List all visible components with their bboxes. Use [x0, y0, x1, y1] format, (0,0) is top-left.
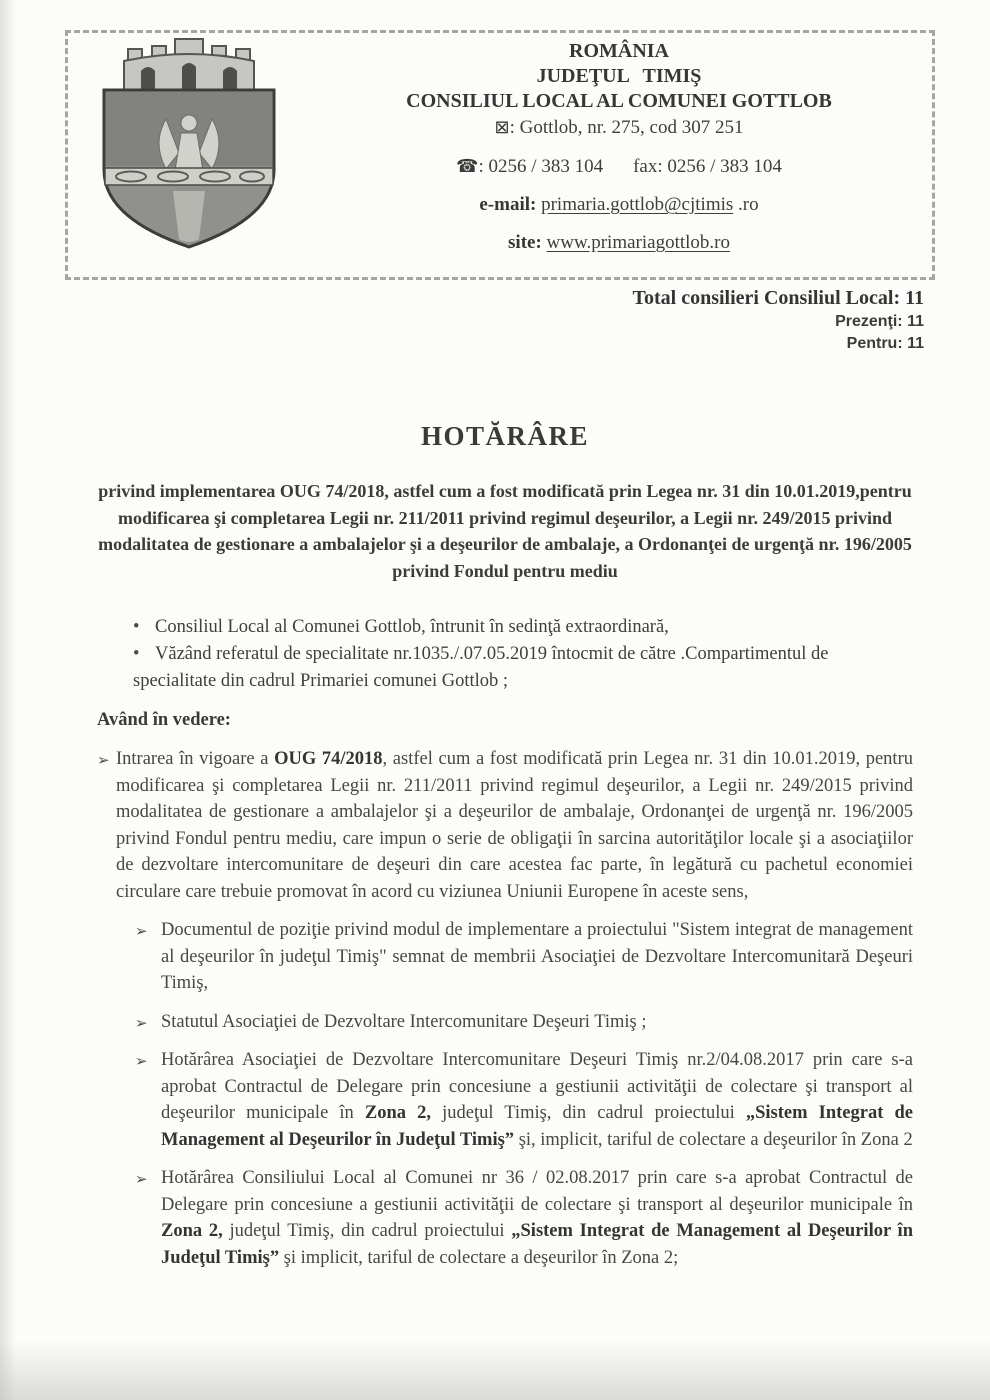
present-count: Prezenţi: 11 — [835, 313, 924, 330]
council-name: CONSILIUL LOCAL AL COMUNEI GOTTLOB — [406, 90, 832, 112]
arrow-bullet-icon: ➢ — [135, 922, 148, 940]
list-item — [97, 614, 913, 641]
phone-text: : 0256 / 383 104 — [478, 156, 604, 177]
item-text: Statutul Asociaţiei de Dezvoltare Intercomunitare Deşeuri Timiş ; — [161, 1011, 647, 1032]
legal-basis-item — [135, 1165, 913, 1271]
country-name: ROMÂNIA — [569, 40, 669, 62]
item-text: Hotărârea Asociaţiei de Dezvoltare Intercomunitare Deşeuri Timiş nr.2/04.08.2017 prin care s-a aprobat Contractul de Delegare prin concesiune a gestiunii activităţii de colectare şi transport al deşeurilor municipale în — [161, 1050, 913, 1123]
item-text: şi, implicit, tariful de colectare a deşeurilor în Zona 2 — [514, 1129, 913, 1150]
preamble-list — [97, 614, 913, 695]
legal-basis-item — [135, 917, 913, 997]
legal-basis-item — [97, 746, 913, 905]
page-title: HOTĂRÂRE — [420, 421, 589, 451]
site-line — [320, 231, 918, 255]
email-line — [320, 193, 918, 217]
telephone-icon: ☎ — [456, 156, 479, 177]
bullet-icon: • — [133, 617, 140, 637]
arrow-bullet-icon: ➢ — [135, 1170, 148, 1188]
item-text-bold: OUG 74/2018 — [274, 749, 383, 769]
phone-line — [320, 155, 918, 179]
fax-text: fax: 0256 / 383 104 — [633, 156, 782, 177]
arrow-bullet-icon: ➢ — [135, 1013, 148, 1032]
site-link[interactable]: www.primariagottlob.ro — [546, 232, 730, 253]
letterhead-text — [320, 39, 918, 255]
total-counselors: Total consilieri Consiliul Local: 11 — [632, 287, 924, 309]
item-text: Intrarea în vigoare a — [116, 749, 275, 769]
item-text: judeţul Timiş, din cadrul proiectului — [222, 1221, 512, 1241]
bullet-text: Consiliul Local al Comunei Gottlob, întrunit în sedinţă extraordinară, — [155, 617, 669, 637]
county-name: JUDEŢUL TIMIŞ — [536, 65, 702, 87]
item-text-bold: Zona 2, — [364, 1103, 432, 1123]
arrow-bullet-icon: ➢ — [135, 1052, 148, 1070]
item-text-bold: „Sistem Integrat de Management al Deşeurilor în Judeţul Timiş” — [161, 1103, 913, 1150]
email-label: e-mail: — [479, 194, 537, 215]
email-link[interactable]: primaria.gottlob@cjtimis — [541, 194, 734, 215]
item-text: Hotărârea Consiliului Local al Comunei nr 36 / 02.08.2017 prin care s-a aprobat Contractul de Delegare prin concesiune a gestiunii activităţii de colectare şi transport al deşeurilor municipale în — [161, 1168, 913, 1215]
item-text-bold: „Sistem Integrat de Management al Deşeurilor în Judeţul Timiş” — [161, 1221, 913, 1268]
document-body — [97, 420, 913, 1271]
bullet-text: Văzând referatul de specialitate nr.1035./.07.05.2019 întocmit de către .Compartimentul de specialitate din cadrul Primariei comunei Gottlob ; — [133, 644, 829, 691]
votes-for-count: Pentru: 11 — [846, 335, 924, 352]
item-text: , astfel cum a fost modificată prin Legea nr. 31 din 10.01.2019, pentru modificarea şi completarea Legii nr. 211/2011 privind regimul deşeurilor, a Legii nr. 249/2015 privind modalitatea de gestionare a ambalajelor şi a deşeurilor de ambalaje, Ordonanţei de urgenţă nr. 196/2005 privind Fondul pentru mediu, care impun o serie de obligaţii în sarcina autorităţilor locale şi a asociaţiilor de dezvoltare intercomunitare de deşeuri din care acestea fac parte, în legătură cu pachetul economiei circulare care trebuie promovat în acord cu viziunea Uniunii Europene în aceste sens, — [116, 749, 913, 902]
site-label: site: — [508, 232, 542, 253]
item-text: judeţul Timiş, din cadrul proiectului — [431, 1103, 746, 1123]
list-item — [97, 641, 913, 695]
email-tail: .ro — [733, 194, 759, 215]
bullet-icon: • — [133, 644, 140, 664]
vote-summary — [632, 286, 924, 355]
envelope-icon: ⊠ — [494, 117, 510, 138]
decision-subject: privind implementarea OUG 74/2018, astfel cum a fost modificată prin Legea nr. 31 din 10.01.2019,pentru modificarea şi completarea Legii nr. 211/2011 privind regimul deşeurilor, a Legii nr. 249/2015 privind modalitatea de gestionare a ambalajelor şi a deşeurilor de ambalaje, a Ordonanţei de urgenţă nr. 196/2005 privind Fondul pentru mediu — [98, 481, 912, 581]
address-text: : Gottlob, nr. 275, cod 307 251 — [509, 117, 744, 138]
letterhead-box — [65, 30, 935, 280]
coat-of-arms — [86, 35, 292, 257]
legal-basis-item — [135, 1009, 913, 1036]
item-text: şi implicit, tariful de colectare a deşeurilor în Zona 2; — [279, 1247, 679, 1268]
address-line — [320, 114, 918, 141]
item-text-bold: Zona 2, — [161, 1221, 223, 1241]
legal-basis-item — [135, 1047, 913, 1153]
arrow-bullet-icon: ➢ — [97, 751, 110, 769]
having-regard-label: Având în vedere: — [97, 710, 231, 730]
item-text: Documentul de poziţie privind modul de implementare a proiectului "Sistem integrat de management al deşeurilor în judeţul Timiş" semnat de membrii Asociaţiei de Dezvoltare Intercomunitară Deşeuri Timiş, — [161, 920, 913, 993]
